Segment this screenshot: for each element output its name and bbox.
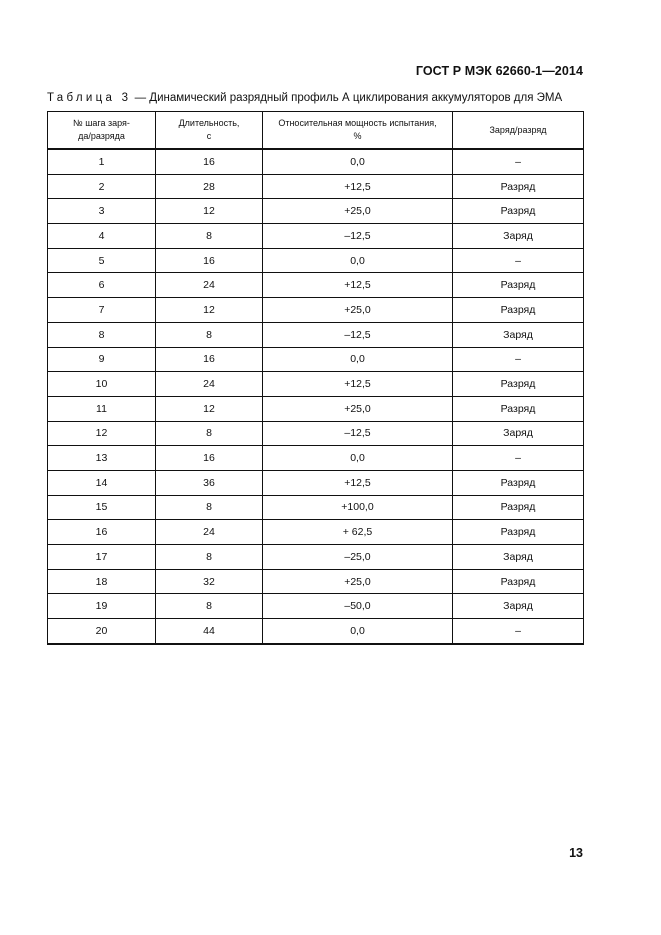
step-cell: 10	[48, 372, 156, 397]
power-cell: 0,0	[263, 347, 453, 372]
standard-code: ГОСТ Р МЭК 62660-1—2014	[415, 64, 583, 78]
step-cell: 20	[48, 619, 156, 644]
power-cell: 0,0	[263, 619, 453, 644]
mode-cell: Разряд	[453, 470, 584, 495]
table-row	[48, 495, 584, 520]
mode-cell: Разряд	[453, 396, 584, 421]
step-cell: 7	[48, 298, 156, 323]
table-row	[48, 322, 584, 347]
duration-cell: 8	[156, 224, 263, 249]
duration-cell: 32	[156, 569, 263, 594]
duration-cell: 28	[156, 174, 263, 199]
duration-cell: 16	[156, 347, 263, 372]
mode-cell: Заряд	[453, 322, 584, 347]
table-row	[48, 421, 584, 446]
power-cell: 0,0	[263, 149, 453, 174]
step-cell: 3	[48, 199, 156, 224]
table-row	[48, 569, 584, 594]
duration-cell: 24	[156, 273, 263, 298]
mode-cell: Разряд	[453, 273, 584, 298]
table-row	[48, 446, 584, 471]
duration-cell: 16	[156, 149, 263, 174]
table-caption-label: Таблица 3	[47, 92, 132, 104]
duration-cell: 8	[156, 495, 263, 520]
mode-cell: Заряд	[453, 224, 584, 249]
duration-cell: 44	[156, 619, 263, 644]
header-step-number	[48, 112, 156, 150]
duration-cell: 16	[156, 248, 263, 273]
table-header-row	[48, 112, 584, 150]
table-row	[48, 347, 584, 372]
table-caption-text: — Динамический разрядный профиль А циклирования аккумуляторов для ЭМА	[131, 92, 563, 104]
header-charge-discharge	[453, 112, 584, 150]
mode-cell: Разряд	[453, 372, 584, 397]
power-cell: + 62,5	[263, 520, 453, 545]
mode-cell: Заряд	[453, 421, 584, 446]
header-step-number-line-1: № шага заря-	[73, 118, 130, 128]
header-charge-discharge-line-1: Заряд/разряд	[489, 124, 547, 135]
table-row	[48, 396, 584, 421]
power-cell: –12,5	[263, 421, 453, 446]
power-cell: +25,0	[263, 298, 453, 323]
duration-cell: 12	[156, 298, 263, 323]
header-duration-line-1: Длительность,	[178, 118, 240, 128]
header-duration-line-2: с	[206, 131, 212, 141]
power-cell: +25,0	[263, 396, 453, 421]
mode-cell: –	[453, 149, 584, 174]
step-cell: 19	[48, 594, 156, 619]
table-row	[48, 545, 584, 570]
step-cell: 1	[48, 149, 156, 174]
table-caption	[47, 92, 562, 104]
table-row	[48, 298, 584, 323]
table-row	[48, 174, 584, 199]
step-cell: 16	[48, 520, 156, 545]
header-relative-power-line-2: %	[353, 131, 362, 141]
step-cell: 2	[48, 174, 156, 199]
table-row	[48, 619, 584, 644]
duration-cell: 8	[156, 594, 263, 619]
power-cell: +100,0	[263, 495, 453, 520]
power-cell: +12,5	[263, 372, 453, 397]
step-cell: 14	[48, 470, 156, 495]
mode-cell: Разряд	[453, 174, 584, 199]
mode-cell: Разряд	[453, 520, 584, 545]
table-row	[48, 520, 584, 545]
power-cell: +12,5	[263, 273, 453, 298]
table-row	[48, 372, 584, 397]
step-cell: 12	[48, 421, 156, 446]
duration-cell: 12	[156, 199, 263, 224]
mode-cell: Заряд	[453, 545, 584, 570]
table-row	[48, 149, 584, 174]
step-cell: 4	[48, 224, 156, 249]
header-relative-power	[263, 112, 453, 150]
mode-cell: Заряд	[453, 594, 584, 619]
duration-cell: 12	[156, 396, 263, 421]
power-cell: +12,5	[263, 174, 453, 199]
header-step-number-line-2: да/разряда	[78, 131, 125, 141]
step-cell: 8	[48, 322, 156, 347]
duration-cell: 16	[156, 446, 263, 471]
power-cell: 0,0	[263, 248, 453, 273]
step-cell: 6	[48, 273, 156, 298]
table-row	[48, 273, 584, 298]
power-cell: –25,0	[263, 545, 453, 570]
mode-cell: Разряд	[453, 569, 584, 594]
duration-cell: 8	[156, 545, 263, 570]
step-cell: 13	[48, 446, 156, 471]
mode-cell: Разряд	[453, 298, 584, 323]
mode-cell: Разряд	[453, 199, 584, 224]
table-row	[48, 224, 584, 249]
header-duration	[156, 112, 263, 150]
mode-cell: –	[453, 446, 584, 471]
duration-cell: 36	[156, 470, 263, 495]
duration-cell: 8	[156, 322, 263, 347]
duration-cell: 24	[156, 520, 263, 545]
mode-cell: –	[453, 248, 584, 273]
step-cell: 11	[48, 396, 156, 421]
table-row	[48, 594, 584, 619]
step-cell: 9	[48, 347, 156, 372]
power-cell: –12,5	[263, 224, 453, 249]
power-cell: –50,0	[263, 594, 453, 619]
table-row	[48, 248, 584, 273]
duration-cell: 24	[156, 372, 263, 397]
step-cell: 17	[48, 545, 156, 570]
step-cell: 5	[48, 248, 156, 273]
mode-cell: –	[453, 347, 584, 372]
power-cell: +25,0	[263, 569, 453, 594]
power-cell: +12,5	[263, 470, 453, 495]
page-number: 13	[569, 846, 583, 860]
discharge-profile-table	[47, 111, 584, 645]
step-cell: 15	[48, 495, 156, 520]
table-row	[48, 199, 584, 224]
header-relative-power-line-1: Относительная мощность испытания,	[278, 118, 437, 128]
power-cell: 0,0	[263, 446, 453, 471]
table-body	[48, 149, 584, 644]
mode-cell: Разряд	[453, 495, 584, 520]
power-cell: +25,0	[263, 199, 453, 224]
mode-cell: –	[453, 619, 584, 644]
power-cell: –12,5	[263, 322, 453, 347]
step-cell: 18	[48, 569, 156, 594]
table-row	[48, 470, 584, 495]
duration-cell: 8	[156, 421, 263, 446]
